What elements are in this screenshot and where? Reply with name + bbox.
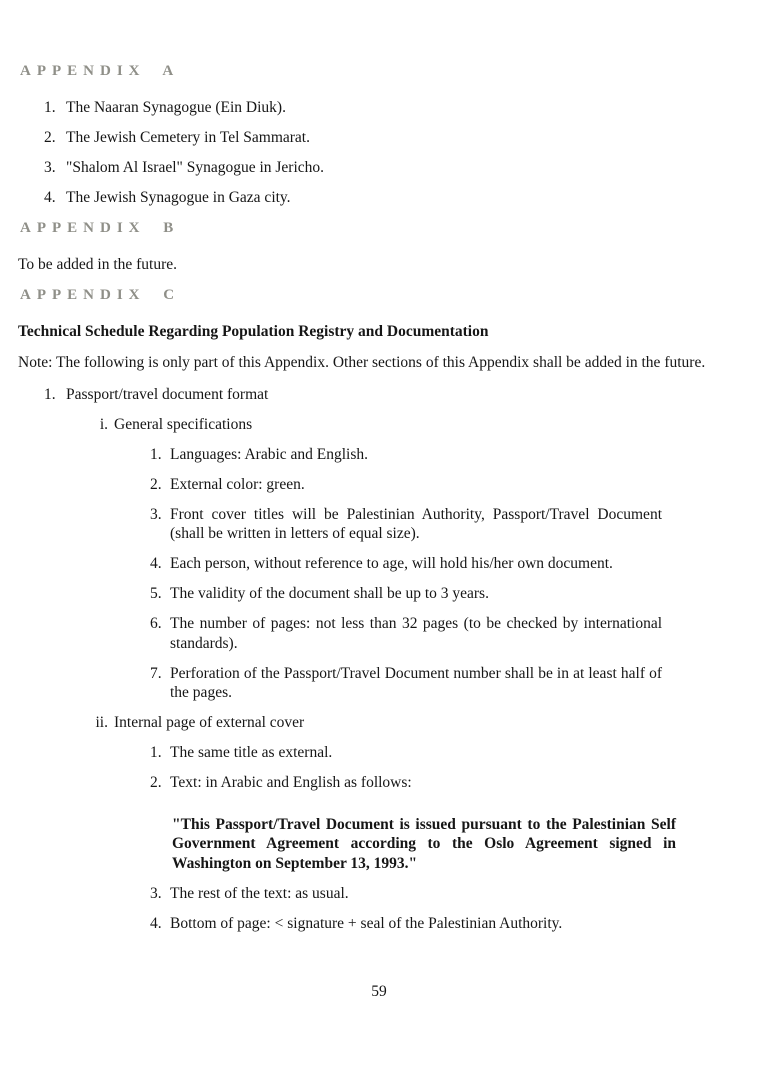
list-item-number: 1. <box>44 385 56 403</box>
list-item <box>150 554 662 574</box>
list-item-text: The Jewish Cemetery in Tel Sammarat. <box>66 128 310 146</box>
list-item-text: The Naaran Synagogue (Ein Diuk). <box>66 98 286 116</box>
list-item-text: Front cover titles will be Palestinian Authority, Passport/Travel Document (shall be written in letters of equal size). <box>170 505 662 542</box>
appendix-b-body: To be added in the future. <box>18 255 178 273</box>
list-item <box>150 614 662 653</box>
subsection-ii <box>90 713 740 733</box>
subsection-i <box>90 415 740 435</box>
list-item-text: The number of pages: not less than 32 pages (to be checked by international standards). <box>170 615 662 652</box>
list-item-number: 2. <box>44 128 56 146</box>
list-item-number: 4. <box>150 915 162 932</box>
appendix-a-heading: APPENDIX A <box>20 63 180 79</box>
appendix-b-heading: APPENDIX B <box>20 220 180 236</box>
list-item-text: Perforation of the Passport/Travel Document number shall be in at least half of the pages. <box>170 664 662 701</box>
list-item-number: 3. <box>150 885 162 902</box>
section-1 <box>44 385 740 405</box>
passport-text-quote: "This Passport/Travel Document is issued pursuant to the Palestinian Self Government Agreement according to the Oslo Agreement signed in Washington on September 13, 1993." <box>172 815 676 872</box>
list-item-text: "Shalom Al Israel" Synagogue in Jericho. <box>66 158 325 176</box>
list-item <box>150 584 662 604</box>
list-item-number: 4. <box>44 188 56 206</box>
list-item-number: 5. <box>150 585 162 602</box>
list-item-number: 3. <box>150 505 162 523</box>
list-item-text: Text: in Arabic and English as follows: <box>170 774 412 791</box>
list-item-number: 1. <box>150 445 162 463</box>
list-item-text: Internal page of external cover <box>114 714 305 731</box>
list-item-number: 6. <box>150 615 162 632</box>
list-item-text: Passport/travel document format <box>66 385 269 403</box>
list-item <box>44 128 740 148</box>
list-item-text: The rest of the text: as usual. <box>170 885 349 902</box>
appendix-a-list <box>44 98 740 208</box>
list-item-text: The validity of the document shall be up to 3 years. <box>170 585 489 602</box>
list-item-number: 4. <box>150 555 162 572</box>
list-item <box>44 98 740 118</box>
appendix-c-note: Note: The following is only part of this Appendix. Other sections of this Appendix shall be added in the future. <box>18 354 706 371</box>
list-item-number: 1. <box>150 744 162 761</box>
list-item-text: The Jewish Synagogue in Gaza city. <box>66 188 291 206</box>
list-item-number: 2. <box>150 774 162 791</box>
list-item <box>150 914 662 934</box>
list-item-number: 7. <box>150 664 162 682</box>
list-item-number: 2. <box>150 475 162 493</box>
internal-page-list <box>150 743 662 793</box>
list-item <box>150 884 662 904</box>
list-item-number: 3. <box>44 158 56 176</box>
list-item-number: ii. <box>95 714 108 731</box>
list-item-number: 1. <box>44 98 56 116</box>
list-item <box>44 188 740 208</box>
list-item <box>150 445 662 465</box>
list-item <box>150 664 662 703</box>
list-item-text: External color: green. <box>170 475 305 493</box>
list-item <box>150 475 662 495</box>
appendix-c-heading: APPENDIX C <box>20 287 181 303</box>
list-item-number: i. <box>99 415 108 433</box>
list-item-text: Languages: Arabic and English. <box>170 445 369 463</box>
list-item-text: Bottom of page: < signature + seal of the Palestinian Authority. <box>170 915 563 932</box>
list-item <box>150 505 662 544</box>
general-specifications-list <box>150 445 662 703</box>
list-item <box>150 773 662 793</box>
list-item <box>44 158 740 178</box>
internal-page-list-continued <box>150 884 662 934</box>
list-item-text: Each person, without reference to age, will hold his/her own document. <box>170 555 613 572</box>
list-item-text: General specifications <box>114 415 253 433</box>
list-item <box>150 743 662 763</box>
appendix-c-title: Technical Schedule Regarding Population Registry and Documentation <box>18 322 489 340</box>
page-number: 59 <box>371 983 387 1000</box>
list-item-text: The same title as external. <box>170 744 333 761</box>
